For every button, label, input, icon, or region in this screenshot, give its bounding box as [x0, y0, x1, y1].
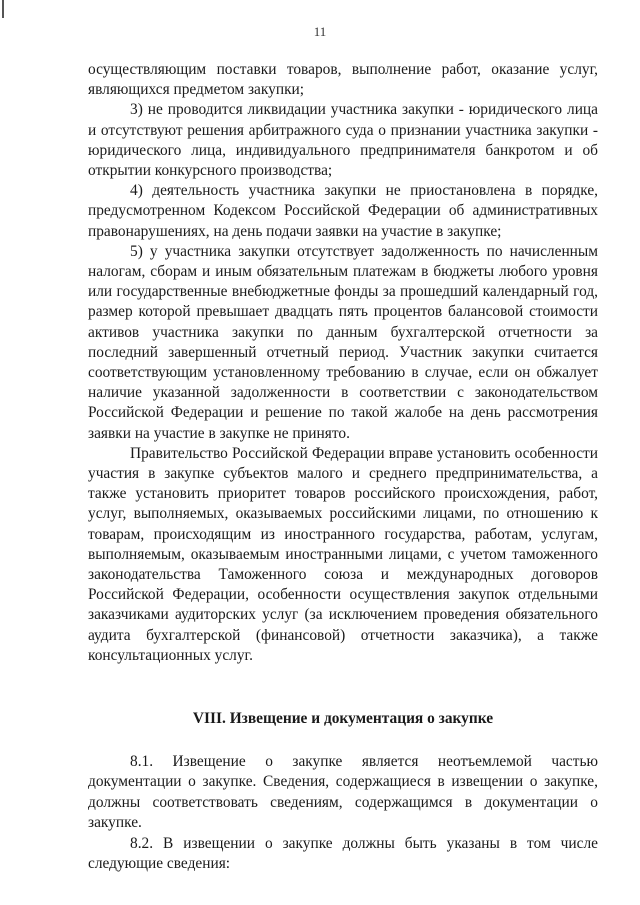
section-text [88, 752, 598, 874]
paragraph-item-5: 5) у участника закупки отсутствует задолженность по начисленным налогам, сборам и иным обязательным платежам в бюджеты любого уровня или государственные внебюджетные фонды за прошедший календарный год, размер которой превышает двадцать пять процентов балансовой стоимости активов участника закупки по данным бухгалтерской отчетности за последний завершенный отчетный период. Участник закупки считается соответствующим установленному требованию в случае, если он обжалует наличие указанной задолженности в соответствии с законодательством Российской Федерации и решение по такой жалобе на день рассмотрения заявки на участие в закупке не принято. [88, 242, 598, 442]
body-text [88, 60, 598, 666]
paragraph-8-1: 8.1. Извещение о закупке является неотъемлемой частью документации о закупке. Сведения, содержащиеся в извещении о закупке, должны соответствовать сведениям, содержащимся в документации о закупке. [88, 753, 598, 832]
paragraph-continuation: осуществляющим поставки товаров, выполнение работ, оказание услуг, являющихся предметом закупки; [88, 61, 598, 99]
paragraph-government: Правительство Российской Федерации вправе установить особенности участия в закупке субъектов малого и среднего предпринимательства, а также установить приоритет товаров российского происхождения, работ, услуг, выполняемых, оказываемых российскими лицами, по отношению к товарам, происходящим из иностранного государства, работам, услугам, выполняемым, оказываемым иностранными лицами, с учетом таможенного законодательства Таможенного союза и международных договоров Российской Федерации, особенности осуществления закупок отдельными заказчиками аудиторских услуг (за исключением проведения обязательного аудита бухгалтерской (финансовой) отчетности заказчика), а также консультационных услуг. [88, 444, 598, 664]
paragraph-8-2: 8.2. В извещении о закупке должны быть указаны в том числе следующие сведения: [88, 834, 598, 873]
paragraph-item-4: 4) деятельность участника закупки не приостановлена в порядке, предусмотренном Кодексом Российской Федерации об административных правонарушениях, на день подачи заявки на участие в закупке; [88, 182, 598, 240]
page-number: 11 [313, 24, 327, 39]
scan-edge-mark [2, 0, 4, 18]
paragraph-item-3: 3) не проводится ликвидации участника закупки - юридического лица и отсутствуют решения арбитражного суда о признании участника закупки - юридического лица, индивидуального предпринимателя банкротом и об открытии конкурсного производства; [88, 101, 598, 180]
section-heading: VIII. Извещение и документация о закупке [192, 710, 494, 727]
